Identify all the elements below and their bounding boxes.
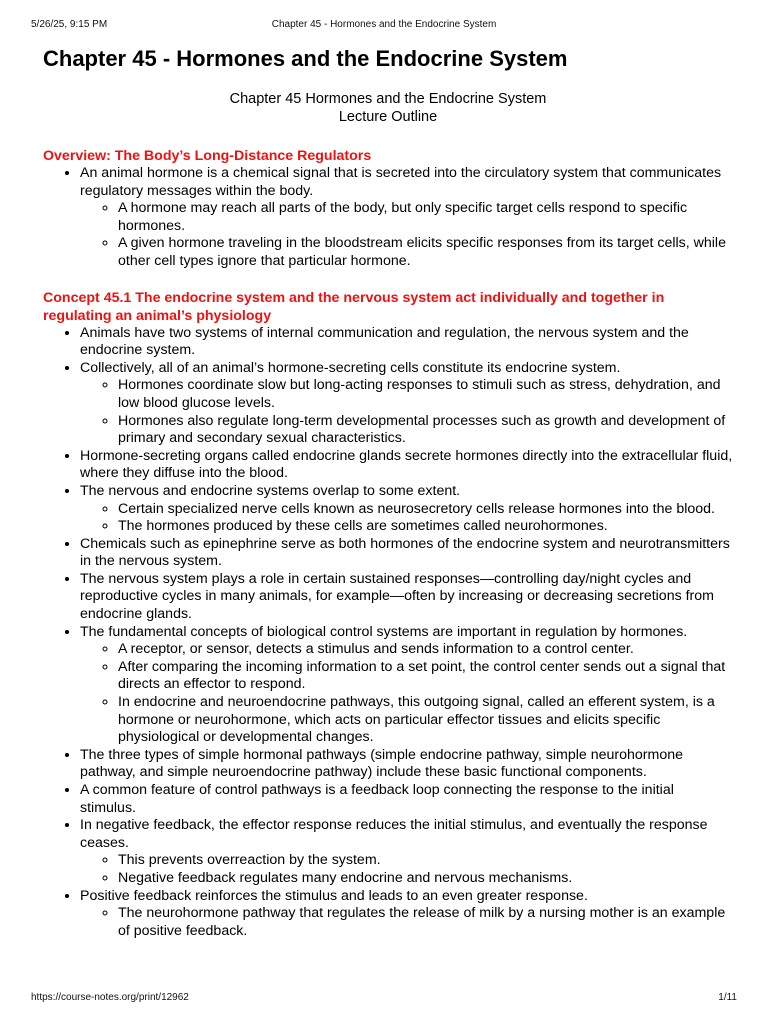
list-item-text: Collectively, all of an animal’s hormone-secreting cells constitute its endocrine system.	[80, 359, 621, 376]
sub-list	[80, 200, 733, 270]
list-item	[80, 817, 733, 887]
list-item-text: The three types of simple hormonal pathways (simple endocrine pathway, simple neurohormone pathway, and simple neuroendocrine pathway) include these basic functional components.	[80, 746, 684, 781]
sub-list-item: ◦ The neurohormone pathway that regulates the release of milk by a nursing mother is an example of positive feedback.	[118, 905, 733, 940]
section-heading-concept-45-1: Concept 45.1 The endocrine system and the nervous system act individually and together in regulating an animal’s physiology	[43, 289, 665, 324]
document-content	[43, 44, 733, 940]
list-item	[80, 536, 733, 571]
list-item	[80, 360, 733, 448]
source-url[interactable]: https://course-notes.org/print/12962	[31, 992, 189, 1003]
section-list-overview	[43, 165, 733, 271]
sub-list	[80, 852, 733, 887]
sub-list-item: ◦ The hormones produced by these cells are sometimes called neurohormones.	[118, 518, 733, 536]
sub-list	[80, 641, 733, 747]
subtitle-line-1: Chapter 45 Hormones and the Endocrine System	[229, 91, 547, 107]
list-item-text: In negative feedback, the effector response reduces the initial stimulus, and eventually the response ceases.	[80, 817, 708, 851]
sub-list-item: ◦ In endocrine and neuroendocrine pathways, this outgoing signal, called an efferent system, is a hormone or neurohormone, which acts on particular effector tissues and elicits specific physiological or developmental changes.	[118, 694, 733, 747]
list-item	[80, 483, 733, 536]
sub-list	[80, 377, 733, 447]
list-item	[80, 571, 733, 624]
sub-list	[80, 501, 733, 536]
list-item-text: Hormone-secreting organs called endocrine glands secrete hormones directly into the extracellular fluid, where they diffuse into the blood.	[80, 447, 733, 482]
sub-list-item: ◦ Hormones also regulate long-term developmental processes such as growth and development of primary and secondary sexual characteristics.	[118, 413, 733, 448]
section-heading-overview: Overview: The Body’s Long-Distance Regulators	[43, 148, 372, 164]
list-item-text: The nervous and endocrine systems overlap to some extent.	[80, 482, 461, 499]
list-item-text: The nervous system plays a role in certain sustained responses—controlling day/night cycles and reproductive cycles in many animals, for example—often by increasing or decreasing secretions from endocrine glands.	[80, 570, 714, 623]
page-number: 1/11	[718, 992, 737, 1003]
list-item-text: Animals have two systems of internal communication and regulation, the nervous system and the endocrine system.	[80, 324, 689, 359]
list-item	[80, 165, 733, 271]
sub-list-item: ◦ A receptor, or sensor, detects a stimulus and sends information to a control center.	[118, 641, 733, 659]
sub-list-item: ◦ A given hormone traveling in the bloodstream elicits specific responses from its target cells, while other cell types ignore that particular hormone.	[118, 235, 733, 270]
sub-list-item: ◦ A hormone may reach all parts of the body, but only specific target cells respond to specific hormones.	[118, 200, 733, 235]
print-page-title: Chapter 45 - Hormones and the Endocrine System	[271, 19, 497, 30]
list-item	[80, 782, 733, 817]
list-item	[80, 747, 733, 782]
list-item-text: The fundamental concepts of biological control systems are important in regulation by hormones.	[80, 623, 688, 640]
sub-list-item: ◦ This prevents overreaction by the system.	[118, 852, 733, 870]
list-item	[80, 448, 733, 483]
list-item-text: A common feature of control pathways is a feedback loop connecting the response to the initial stimulus.	[80, 782, 674, 816]
sub-list-item: ◦ Hormones coordinate slow but long-acting responses to stimuli such as stress, dehydration, and low blood glucose levels.	[118, 377, 733, 412]
list-item-text: An animal hormone is a chemical signal that is secreted into the circulatory system that communicates regulatory messages within the body.	[80, 165, 722, 199]
page-title: Chapter 45 - Hormones and the Endocrine System	[43, 46, 568, 71]
sub-list-item: ◦ After comparing the incoming information to a set point, the control center sends out a signal that directs an effector to respond.	[118, 659, 733, 694]
sub-list-item: ◦ Certain specialized nerve cells known as neurosecretory cells release hormones into the blood.	[118, 501, 733, 519]
list-item	[80, 624, 733, 747]
print-datetime: 5/26/25, 9:15 PM	[31, 19, 108, 30]
sub-list-item: ◦ Negative feedback regulates many endocrine and nervous mechanisms.	[118, 870, 733, 888]
list-item	[80, 325, 733, 360]
sub-list	[80, 905, 733, 940]
section-list-concept-45-1	[43, 325, 733, 941]
list-item	[80, 888, 733, 941]
subtitle-line-2: Lecture Outline	[338, 109, 438, 125]
list-item-text: Positive feedback reinforces the stimulus and leads to an even greater response.	[80, 887, 588, 904]
document-subtitle	[43, 90, 733, 126]
list-item-text: Chemicals such as epinephrine serve as both hormones of the endocrine system and neurotransmitters in the nervous system.	[80, 535, 730, 570]
